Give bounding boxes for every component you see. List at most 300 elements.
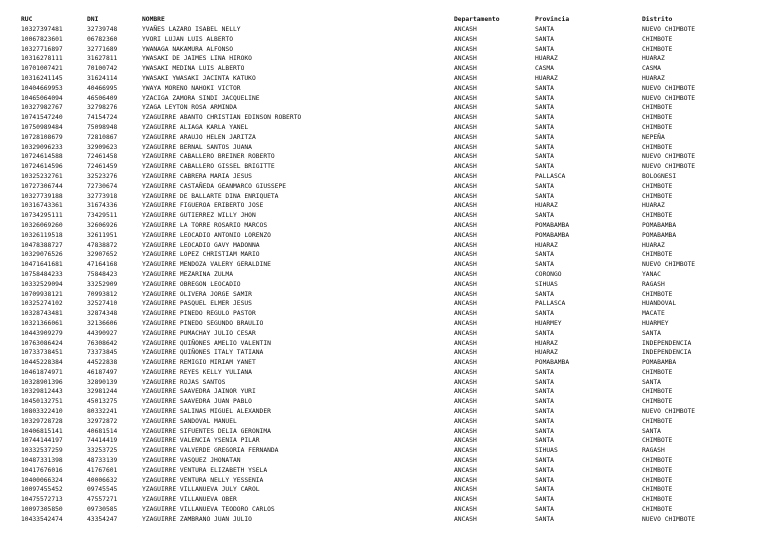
ruc-cell: 10327982767 <box>21 104 63 112</box>
departamento-cell: ANCASH <box>454 133 477 141</box>
provincia-cell: SANTA <box>535 84 554 92</box>
table-row <box>21 387 711 397</box>
ruc-cell: 10325274102 <box>21 300 63 308</box>
dni-cell: 73373845 <box>87 349 118 357</box>
departamento-cell: ANCASH <box>454 349 477 357</box>
dni-cell: 31674336 <box>87 202 118 210</box>
departamento-cell: ANCASH <box>454 55 477 63</box>
ruc-cell: 10326069260 <box>21 221 63 229</box>
ruc-cell: 10328743481 <box>21 310 63 318</box>
dni-cell: 45013275 <box>87 398 118 406</box>
nombre-cell: YZAGA LEYTON ROSA ARMINDA <box>142 104 237 112</box>
distrito-cell: HUARAZ <box>642 55 665 63</box>
provincia-cell: SANTA <box>535 153 554 161</box>
nombre-cell: YZAGUIRRE FIGUEROA ERIBERTO JOSE <box>142 202 264 210</box>
nombre-cell: YZAGUIRRE OLIVERA JORGE SAMIR <box>142 290 252 298</box>
provincia-cell: SANTA <box>535 457 554 465</box>
nombre-cell: YZAGUIRRE PUMACHAY JULIO CESAR <box>142 329 256 337</box>
provincia-cell: SANTA <box>535 476 554 484</box>
nombre-cell: YZAGUIRRE ZAMBRANO JUAN JULIO <box>142 515 252 523</box>
dni-cell: 06782360 <box>87 35 118 43</box>
provincia-cell: SANTA <box>535 163 554 171</box>
provincia-cell: SANTA <box>535 192 554 200</box>
ruc-cell: 10433542474 <box>21 515 63 523</box>
dni-cell: 32523276 <box>87 172 118 180</box>
ruc-cell: 10763086424 <box>21 339 63 347</box>
nombre-cell: YZAGUIRRE REMIGIO MIRIAM YANET <box>142 359 256 367</box>
ruc-cell: 10803322410 <box>21 408 63 416</box>
departamento-cell: ANCASH <box>454 45 477 53</box>
provincia-cell: SANTA <box>535 143 554 151</box>
nombre-cell: YZAGUIRRE GUTIERREZ WILLY JHON <box>142 212 256 220</box>
nombre-cell: YZAGUIRRE CABRERA MARIA JESUS <box>142 172 252 180</box>
provincia-cell: SANTA <box>535 212 554 220</box>
distrito-cell: YANAC <box>642 270 661 278</box>
nombre-cell: YZAGUIRRE OBREGON LEOCADIO <box>142 280 241 288</box>
distrito-cell: CHIMBOTE <box>642 104 673 112</box>
departamento-cell: ANCASH <box>454 104 477 112</box>
provincia-cell: SANTA <box>535 45 554 53</box>
provincia-cell: SANTA <box>535 388 554 396</box>
dni-cell: 44390927 <box>87 329 118 337</box>
ruc-cell: 10321366061 <box>21 319 63 327</box>
table-row <box>21 211 711 221</box>
departamento-cell: ANCASH <box>454 476 477 484</box>
nombre-cell: YZAGUIRRE VALENCIA YSENIA PILAR <box>142 437 260 445</box>
dni-cell: 32606926 <box>87 221 118 229</box>
nombre-cell: YZAGUIRRE PASQUEL ELMER JESUS <box>142 300 252 308</box>
ruc-cell: 10327716897 <box>21 45 63 53</box>
dni-cell: 41767601 <box>87 466 118 474</box>
distrito-cell: NEPEÑA <box>642 133 665 141</box>
dni-cell: 70993812 <box>87 290 118 298</box>
ruc-cell: 10400066324 <box>21 476 63 484</box>
ruc-cell: 10478388727 <box>21 241 63 249</box>
nombre-cell: YZAGUIRRE CASTAÑEDA GEANMARCO GIUSSEPE <box>142 182 287 190</box>
table-row <box>21 270 711 280</box>
distrito-cell: CHIMBOTE <box>642 476 673 484</box>
table-row <box>21 133 711 143</box>
distrito-cell: NUEVO CHIMBOTE <box>642 515 696 523</box>
provincia-cell: SANTA <box>535 133 554 141</box>
dni-cell: 32909623 <box>87 143 118 151</box>
table-row <box>21 25 711 35</box>
departamento-cell: ANCASH <box>454 270 477 278</box>
table-row <box>21 182 711 192</box>
table-row <box>21 476 711 486</box>
nombre-cell: YZAGUIRRE VILLANUEVA OBER <box>142 496 237 504</box>
departamento-cell: ANCASH <box>454 84 477 92</box>
provincia-cell: SANTA <box>535 496 554 504</box>
distrito-cell: CHIMBOTE <box>642 143 673 151</box>
ruc-cell: 10328901396 <box>21 378 63 386</box>
ruc-cell: 10417676016 <box>21 466 63 474</box>
dni-cell: 09730585 <box>87 506 118 514</box>
dni-cell: 47164168 <box>87 261 118 269</box>
distrito-cell: CHIMBOTE <box>642 398 673 406</box>
provincia-cell: SANTA <box>535 486 554 494</box>
departamento-cell: ANCASH <box>454 192 477 200</box>
dni-cell: 40006632 <box>87 476 118 484</box>
distrito-cell: CHIMBOTE <box>642 506 673 514</box>
table-row <box>21 231 711 241</box>
ruc-cell: 10465064094 <box>21 94 63 102</box>
provincia-cell: CASMA <box>535 65 554 73</box>
ruc-cell: 10709938121 <box>21 290 63 298</box>
provincia-cell: SANTA <box>535 417 554 425</box>
ruc-cell: 10741547240 <box>21 114 63 122</box>
nombre-cell: YZAGUIRRE ARAUJO HELEN JARITZA <box>142 133 256 141</box>
ruc-cell: 10475572713 <box>21 496 63 504</box>
provincia-cell: SANTA <box>535 94 554 102</box>
ruc-cell: 10445228384 <box>21 359 63 367</box>
ruc-cell: 10750989484 <box>21 123 63 131</box>
nombre-cell: YZAGUIRRE VENTURA NELLY YESSENIA <box>142 476 264 484</box>
table-row <box>21 427 711 437</box>
ruc-cell: 10443909279 <box>21 329 63 337</box>
departamento-cell: ANCASH <box>454 496 477 504</box>
table-row <box>21 241 711 251</box>
table-row <box>21 290 711 300</box>
ruc-cell: 10329076526 <box>21 251 63 259</box>
table-row <box>21 35 711 45</box>
table-row <box>21 436 711 446</box>
distrito-cell: SANTA <box>642 329 661 337</box>
distrito-cell: CHIMBOTE <box>642 388 673 396</box>
nombre-cell: YVAÑES LAZARO ISABEL NELLY <box>142 26 241 33</box>
departamento-cell: ANCASH <box>454 94 477 102</box>
ruc-cell: 10329812443 <box>21 388 63 396</box>
nombre-cell: YZAGUIRRE LA TORRE ROSARIO MARCOS <box>142 221 268 229</box>
ruc-cell: 10734295111 <box>21 212 63 220</box>
provincia-cell: SANTA <box>535 408 554 416</box>
ruc-cell: 10329096233 <box>21 143 63 151</box>
distrito-cell: CHIMBOTE <box>642 45 673 53</box>
distrito-cell: NUEVO CHIMBOTE <box>642 26 696 33</box>
provincia-cell: SANTA <box>535 427 554 435</box>
table-row <box>21 368 711 378</box>
departamento-cell: ANCASH <box>454 447 477 455</box>
provincia-cell: SANTA <box>535 329 554 337</box>
dni-cell: 72461459 <box>87 163 118 171</box>
provincia-cell: SANTA <box>535 35 554 43</box>
nombre-cell: YZAGUIRRE SIFUENTES DELIA GERONIMA <box>142 427 271 435</box>
dni-cell: 47557271 <box>87 496 118 504</box>
departamento-cell: ANCASH <box>454 143 477 151</box>
dni-cell: 32611951 <box>87 231 118 239</box>
distrito-cell: CHIMBOTE <box>642 368 673 376</box>
departamento-cell: ANCASH <box>454 202 477 210</box>
departamento-cell: ANCASH <box>454 319 477 327</box>
header-row <box>21 15 711 25</box>
distrito-cell: CHIMBOTE <box>642 417 673 425</box>
header-dni: DNI <box>87 16 99 24</box>
dni-cell: 31627811 <box>87 55 118 63</box>
nombre-cell: YWAYA MORENO NAHOKI VICTOR <box>142 84 241 92</box>
ruc-cell: 10332529094 <box>21 280 63 288</box>
provincia-cell: SANTA <box>535 104 554 112</box>
ruc-cell: 10327397481 <box>21 26 63 33</box>
distrito-cell: CHIMBOTE <box>642 466 673 474</box>
ruc-cell: 10404669953 <box>21 84 63 92</box>
header-nombre: NOMBRE <box>142 16 165 24</box>
provincia-cell: SANTA <box>535 506 554 514</box>
distrito-cell: BOLOGNESI <box>642 172 677 180</box>
dni-cell: 44522838 <box>87 359 118 367</box>
departamento-cell: ANCASH <box>454 388 477 396</box>
table-row <box>21 397 711 407</box>
provincia-cell: SANTA <box>535 466 554 474</box>
table-row <box>21 172 711 182</box>
table-row <box>21 319 711 329</box>
distrito-cell: INDEPENDENCIA <box>642 349 692 357</box>
table-row <box>21 94 711 104</box>
ruc-cell: 10097305850 <box>21 506 63 514</box>
ruc-cell: 10744144197 <box>21 437 63 445</box>
distrito-cell: HUANDOVAL <box>642 300 677 308</box>
distrito-cell: MACATE <box>642 310 665 318</box>
distrito-cell: CHIMBOTE <box>642 486 673 494</box>
provincia-cell: SANTA <box>535 182 554 190</box>
departamento-cell: ANCASH <box>454 65 477 73</box>
table-row <box>21 74 711 84</box>
dni-cell: 32527410 <box>87 300 118 308</box>
departamento-cell: ANCASH <box>454 515 477 523</box>
nombre-cell: YZAGUIRRE SAAVEDRA JUAN PABLO <box>142 398 252 406</box>
departamento-cell: ANCASH <box>454 359 477 367</box>
table-row <box>21 339 711 349</box>
distrito-cell: NUEVO CHIMBOTE <box>642 94 696 102</box>
ruc-cell: 10733738451 <box>21 349 63 357</box>
departamento-cell: ANCASH <box>454 212 477 220</box>
provincia-cell: SANTA <box>535 378 554 386</box>
dni-cell: 32890139 <box>87 378 118 386</box>
provincia-cell: HUARAZ <box>535 202 558 210</box>
header-provincia: Provincia <box>535 16 570 24</box>
provincia-cell: SANTA <box>535 310 554 318</box>
nombre-cell: YZAGUIRRE VENTURA ELIZABETH YSELA <box>142 466 268 474</box>
table-row <box>21 466 711 476</box>
header-departamento: Departamento <box>454 16 500 24</box>
dni-cell: 72461458 <box>87 153 118 161</box>
nombre-cell: YZAGUIRRE VASQUEZ JHONATAN <box>142 457 241 465</box>
ruc-cell: 10724614596 <box>21 163 63 171</box>
distrito-cell: POMABAMBA <box>642 221 677 229</box>
departamento-cell: ANCASH <box>454 114 477 122</box>
distrito-cell: CHIMBOTE <box>642 457 673 465</box>
nombre-cell: YZAGUIRRE CABALLERO GISSEL BRIGITTE <box>142 163 275 171</box>
dni-cell: 40466995 <box>87 84 118 92</box>
distrito-cell: RAGASH <box>642 280 665 288</box>
table-row <box>21 143 711 153</box>
departamento-cell: ANCASH <box>454 280 477 288</box>
departamento-cell: ANCASH <box>454 457 477 465</box>
departamento-cell: ANCASH <box>454 368 477 376</box>
nombre-cell: YZAGUIRRE LOPEZ CHRISTIAM MARIO <box>142 251 260 259</box>
provincia-cell: PALLASCA <box>535 172 566 180</box>
provincia-cell: SIHUAS <box>535 280 558 288</box>
ruc-cell: 10727306744 <box>21 182 63 190</box>
provincia-cell: SANTA <box>535 114 554 122</box>
provincia-cell: POMABAMBA <box>535 359 570 367</box>
departamento-cell: ANCASH <box>454 35 477 43</box>
ruc-cell: 10701007421 <box>21 65 63 73</box>
departamento-cell: ANCASH <box>454 486 477 494</box>
departamento-cell: ANCASH <box>454 329 477 337</box>
table-row <box>21 299 711 309</box>
dni-cell: 32739748 <box>87 26 118 33</box>
ruc-cell: 10758484233 <box>21 270 63 278</box>
distrito-cell: POMABAMBA <box>642 359 677 367</box>
ruc-cell: 10316241145 <box>21 74 63 82</box>
departamento-cell: ANCASH <box>454 221 477 229</box>
ruc-cell: 10325232761 <box>21 172 63 180</box>
departamento-cell: ANCASH <box>454 74 477 82</box>
table-row <box>21 515 711 525</box>
table-row <box>21 378 711 388</box>
table-row <box>21 45 711 55</box>
departamento-cell: ANCASH <box>454 417 477 425</box>
ruc-cell: 10316278111 <box>21 55 63 63</box>
dni-cell: 48733139 <box>87 457 118 465</box>
ruc-cell: 10487331398 <box>21 457 63 465</box>
nombre-cell: YZAGUIRRE VILLANUEVA JULY CAROL <box>142 486 260 494</box>
distrito-cell: CHIMBOTE <box>642 290 673 298</box>
provincia-cell: HUARAZ <box>535 74 558 82</box>
distrito-cell: CASMA <box>642 65 661 73</box>
distrito-cell: CHIMBOTE <box>642 437 673 445</box>
dni-cell: 70100742 <box>87 65 118 73</box>
nombre-cell: YWASAKI MEDINA LUIS ALBERTO <box>142 65 245 73</box>
provincia-cell: SANTA <box>535 437 554 445</box>
provincia-cell: SANTA <box>535 26 554 33</box>
departamento-cell: ANCASH <box>454 398 477 406</box>
departamento-cell: ANCASH <box>454 241 477 249</box>
departamento-cell: ANCASH <box>454 182 477 190</box>
ruc-cell: 10326119518 <box>21 231 63 239</box>
provincia-cell: SIHUAS <box>535 447 558 455</box>
distrito-cell: CHIMBOTE <box>642 192 673 200</box>
table-row <box>21 329 711 339</box>
table-row <box>21 505 711 515</box>
table-row <box>21 221 711 231</box>
distrito-cell: HUARAZ <box>642 74 665 82</box>
nombre-cell: YZAGUIRRE CABALLERO BREINER ROBERTO <box>142 153 275 161</box>
nombre-cell: YWASAKI YWASAKI JACINTA KATUKO <box>142 74 256 82</box>
departamento-cell: ANCASH <box>454 408 477 416</box>
nombre-cell: YZAGUIRRE DE BALLARTE DINA ENRIQUETA <box>142 192 279 200</box>
nombre-cell: YWANAGA NAKAMURA ALFONSO <box>142 45 233 53</box>
distrito-cell: CHIMBOTE <box>642 212 673 220</box>
distrito-cell: NUEVO CHIMBOTE <box>642 408 696 416</box>
table-row <box>21 446 711 456</box>
distrito-cell: SANTA <box>642 378 661 386</box>
distrito-cell: SANTA <box>642 427 661 435</box>
table-row <box>21 407 711 417</box>
provincia-cell: HUARAZ <box>535 55 558 63</box>
distrito-cell: CHIMBOTE <box>642 114 673 122</box>
dni-cell: 46187497 <box>87 368 118 376</box>
departamento-cell: ANCASH <box>454 261 477 269</box>
nombre-cell: YZAGUIRRE LEOCADIO GAVY MADONNA <box>142 241 260 249</box>
nombre-cell: YZAGUIRRE ABANTO CHRISTIAN EDINSON ROBERTO <box>142 114 302 122</box>
dni-cell: 33252909 <box>87 280 118 288</box>
departamento-cell: ANCASH <box>454 163 477 171</box>
provincia-cell: SANTA <box>535 368 554 376</box>
nombre-cell: YVORI LUJAN LUIS ALBERTO <box>142 35 233 43</box>
provincia-cell: SANTA <box>535 261 554 269</box>
dni-cell: 32773918 <box>87 192 118 200</box>
table-row <box>21 485 711 495</box>
dni-cell: 74154724 <box>87 114 118 122</box>
table-row <box>21 280 711 290</box>
provincia-cell: HUARAZ <box>535 241 558 249</box>
departamento-cell: ANCASH <box>454 339 477 347</box>
distrito-cell: INDEPENDENCIA <box>642 339 692 347</box>
nombre-cell: YZAGUIRRE SANDOVAL MANUEL <box>142 417 237 425</box>
ruc-cell: 10724614588 <box>21 153 63 161</box>
ruc-cell: 10097455452 <box>21 486 63 494</box>
dni-cell: 32907652 <box>87 251 118 259</box>
dni-cell: 73429511 <box>87 212 118 220</box>
table-row <box>21 417 711 427</box>
dni-cell: 32874348 <box>87 310 118 318</box>
table-row <box>21 309 711 319</box>
provincia-cell: HUARAZ <box>535 339 558 347</box>
nombre-cell: YZAGUIRRE VILLANUEVA TEODORO CARLOS <box>142 506 275 514</box>
dni-cell: 46506409 <box>87 94 118 102</box>
distrito-cell: NUEVO CHIMBOTE <box>642 153 696 161</box>
departamento-cell: ANCASH <box>454 300 477 308</box>
nombre-cell: YZAGUIRRE ALIAGA KARLA YANEL <box>142 123 249 131</box>
departamento-cell: ANCASH <box>454 153 477 161</box>
distrito-cell: NUEVO CHIMBOTE <box>642 163 696 171</box>
dni-cell: 31624114 <box>87 74 118 82</box>
nombre-cell: YZAGUIRRE PINEDO SEGUNDO BRAULIO <box>142 319 264 327</box>
ruc-cell: 10329728728 <box>21 417 63 425</box>
ruc-cell: 10327739188 <box>21 192 63 200</box>
provincia-cell: POMABAMBA <box>535 221 570 229</box>
departamento-cell: ANCASH <box>454 26 477 33</box>
taxpayer-table <box>21 15 711 525</box>
dni-cell: 32136606 <box>87 319 118 327</box>
nombre-cell: YZAGUIRRE LEOCADIO ANTONIO LORENZO <box>142 231 271 239</box>
provincia-cell: CORONGO <box>535 270 562 278</box>
departamento-cell: ANCASH <box>454 231 477 239</box>
dni-cell: 32972872 <box>87 417 118 425</box>
ruc-cell: 10461874971 <box>21 368 63 376</box>
ruc-cell: 10450132751 <box>21 398 63 406</box>
dni-cell: 09745545 <box>87 486 118 494</box>
nombre-cell: YZAGUIRRE SAAVEDRA JAINOR YURI <box>142 388 256 396</box>
nombre-cell: YZAGUIRRE MENDOZA VALERY GERALDINE <box>142 261 271 269</box>
dni-cell: 76308642 <box>87 339 118 347</box>
distrito-cell: CHIMBOTE <box>642 496 673 504</box>
dni-cell: 32981244 <box>87 388 118 396</box>
ruc-cell: 10406815141 <box>21 427 63 435</box>
table-row <box>21 84 711 94</box>
distrito-cell: CHIMBOTE <box>642 251 673 259</box>
dni-cell: 40681514 <box>87 427 118 435</box>
departamento-cell: ANCASH <box>454 427 477 435</box>
provincia-cell: SANTA <box>535 123 554 131</box>
provincia-cell: SANTA <box>535 398 554 406</box>
header-distrito: Distrito <box>642 16 673 24</box>
table-row <box>21 162 711 172</box>
table-row <box>21 54 711 64</box>
provincia-cell: HUARMEY <box>535 319 562 327</box>
table-row <box>21 456 711 466</box>
